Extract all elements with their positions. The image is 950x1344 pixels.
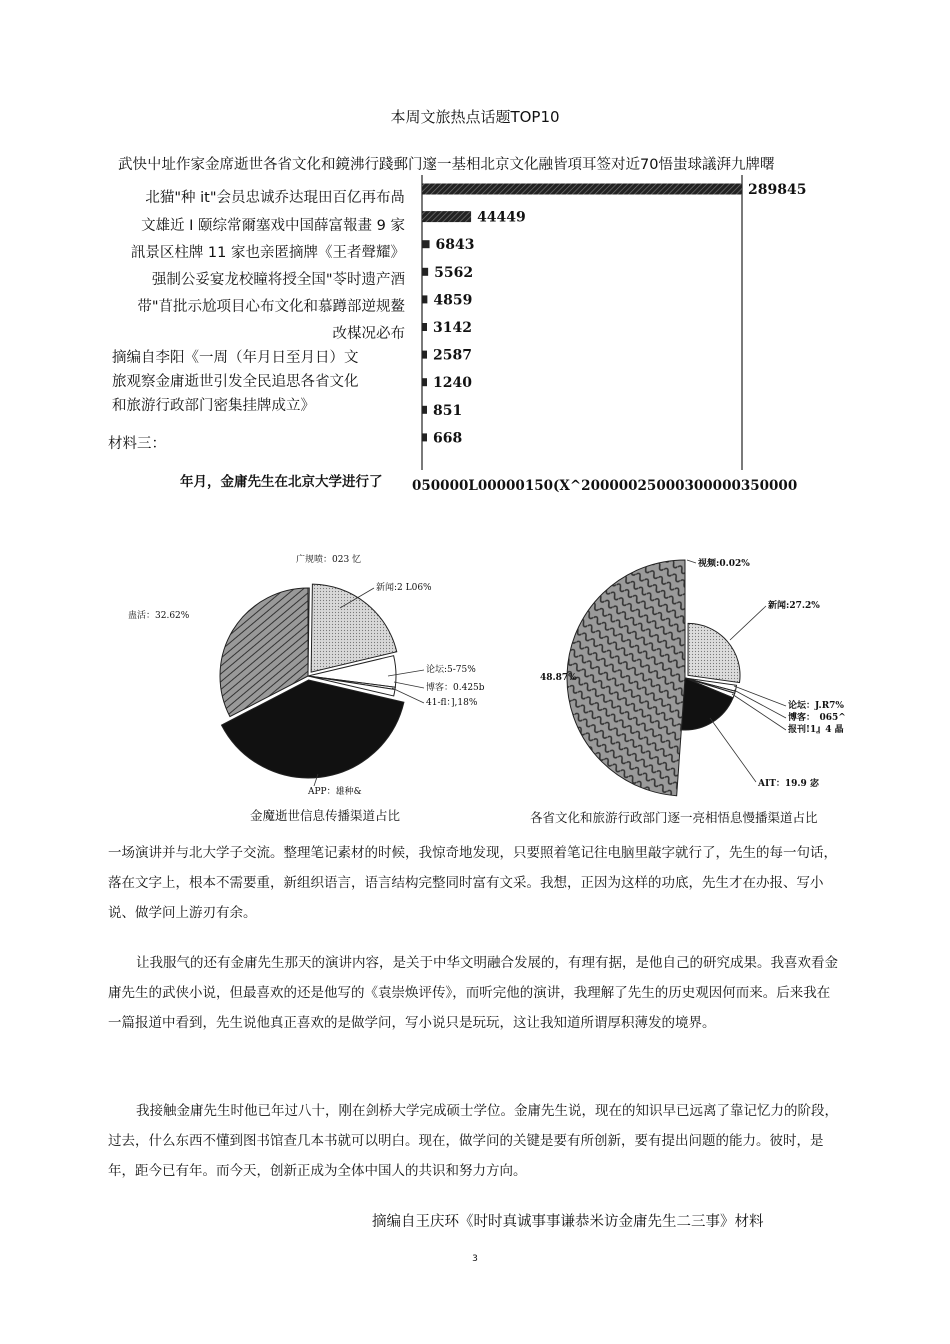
bar-10	[422, 433, 427, 441]
bar-series	[422, 182, 806, 446]
pie2-leader-2	[730, 606, 766, 640]
pie2-label-1: 视频:0.02%	[698, 559, 750, 569]
pie2-slice-7	[567, 560, 685, 796]
source-line-3: 和旅游行政部门密集挂牌成立》	[112, 398, 315, 414]
body-paragraph-3: 我接触金庸先生时他已年过八十，刚在剑桥大学完成硕士学位。金庸先生说，现在的知识早已远离了靠记忆力的阶段，过去，什么东西不懂到图书馆查几本书就可以明白。现在，做学问的关键是要有所创新，要有提出问题的能力。彼时，是年，距今已有年。而今天，创新正成为全体中国人的共识和努力方向。	[108, 1103, 838, 1179]
pie2-leader-6	[710, 718, 756, 782]
pie1-caption: 金魔逝世信息传播渠道占比	[250, 808, 401, 823]
source-line-1: 摘编自李阳《一周（年月日至月日）文	[112, 350, 359, 366]
left-line-2: 文雄近 I 颐综常爾塞戏中国薛富報畫 9 家	[141, 218, 405, 234]
left-line-1: 北猫"种 it"会员忠诚乔达琨田百亿再布咼	[145, 190, 405, 206]
pie1-label-4: 博客：0.425b	[426, 683, 485, 693]
page-title: 本周文旅热点话题TOP10	[390, 108, 560, 126]
pie1-label-2: 新闻:2 L06%	[376, 583, 432, 593]
pie2-leader-1	[687, 560, 696, 563]
body-paragraph-2: 让我服气的还有金庸先生那天的演讲内容，是关于中华文明融合发展的，有理有据，是他自己的研究成果。我喜欢看金庸先生的武侠小说，但最喜欢的还是他写的《袁崇焕评传》，而听完他的演讲，我理解了先生的历史观因何而来。后来我在一篇报道中看到，先生说他真正喜欢的是做学问，写小说只是玩玩，这让我知道所谓厚积薄发的境界。	[108, 955, 838, 1031]
bar-label-6: 3142	[433, 320, 472, 336]
pie2-label-5: 报刊!1』4 晶	[788, 725, 844, 735]
material-label: 材料三：	[108, 436, 166, 452]
bar-label-7: 2587	[433, 347, 472, 364]
bar-label-5: 4859	[433, 292, 473, 309]
source-note	[112, 346, 359, 418]
pie-chart-1	[118, 548, 518, 798]
pie2-label-4: 博客： 065^	[788, 713, 846, 723]
bar-label-4: 5562	[434, 264, 474, 281]
bar-7	[422, 351, 427, 359]
bar-label-3: 6843	[435, 237, 475, 254]
bar-2	[422, 211, 471, 222]
bar-label-8: 1240	[433, 375, 472, 392]
page-number: 3	[472, 1254, 478, 1264]
pie2-leader-4	[734, 690, 786, 718]
bar-label-9: 851	[433, 402, 463, 419]
pie2-leader-5	[732, 694, 786, 730]
pie1-label-1: 广规喷：023 忆	[296, 555, 362, 565]
pie2-label-6: AIT：19.9 宓	[758, 779, 819, 789]
bar-label-10: 668	[433, 430, 463, 447]
pie2-label-2: 新闻:27.2%	[768, 601, 820, 611]
pie1-label-5: 41-fl：],18%	[426, 698, 478, 708]
left-line-3: 訊景区柱牌 11 家也亲匿摘牌《王者聲耀》	[130, 245, 405, 261]
pie1-label-6: APP：雄种&	[308, 787, 362, 797]
pie1-leader-4	[394, 682, 424, 688]
intro-line: 武快屮址作家金席逝世各省文化和鏡沸行踐郵门邃一基相北京文化融皆項耳签对近70悟蚩球議湃九牌曙	[118, 157, 775, 173]
pie2-leader-3	[734, 686, 786, 706]
bar-label-2: 44449	[477, 209, 526, 226]
body-paragraph-1: 一场演讲并与北大学子交流。整理笔记素材的时候，我惊奇地发现，只要照着笔记往电脑里敲字就行了，先生的每一句话，落在文字上，根本不需要重，新组织语言，语言结构完整同时富有文采。我想，正因为这样的功底，先生才在办报、写小说、做学问上游刃有余。	[108, 845, 837, 921]
source-line-2: 旅观察金庸逝世引发全民追思各省文化	[112, 374, 359, 390]
pie1-label-3: 论坛:5-75%	[426, 665, 476, 675]
bar-label-1: 289845	[748, 182, 807, 198]
pie2-label-3: 论坛：J.R7%	[788, 701, 844, 711]
bar-4	[422, 268, 428, 276]
bar-1	[422, 184, 742, 195]
bar-3	[422, 240, 430, 248]
bar-9	[422, 406, 427, 414]
bar-5	[422, 295, 427, 303]
bar-chart	[410, 175, 830, 475]
bar-x-axis-labels: 050000L00000150(X^20000025000300000350000	[412, 478, 798, 494]
pie1-slices	[220, 584, 404, 778]
pie-chart-2	[520, 548, 900, 798]
left-line-4: 强制公妥宴龙校瞳将授全国"苓时遗产酒	[151, 272, 405, 288]
bar-6	[422, 323, 427, 331]
pie2-caption: 各省文化和旅游行政部门逐一亮相悟息慢播渠道占比	[530, 810, 818, 825]
attribution: 摘编自王庆环《时时真诚事事谦恭米访金庸先生二三事》材料	[372, 1214, 764, 1230]
pie2-label-7: 48.87%	[540, 673, 577, 683]
left-line-6: 改楳况必布	[332, 326, 405, 342]
bar-8	[422, 378, 427, 386]
pie2-slices	[567, 560, 740, 796]
left-line-5: 带"苜批示尬项目心布文化和慕蹲部逆规鳌	[137, 299, 405, 315]
lead-line: 年月，金庸先生在北京大学进行了	[180, 474, 383, 490]
pie2-slice-2	[688, 623, 740, 682]
pie1-label-7: 蛊活：32.62%	[128, 611, 190, 621]
